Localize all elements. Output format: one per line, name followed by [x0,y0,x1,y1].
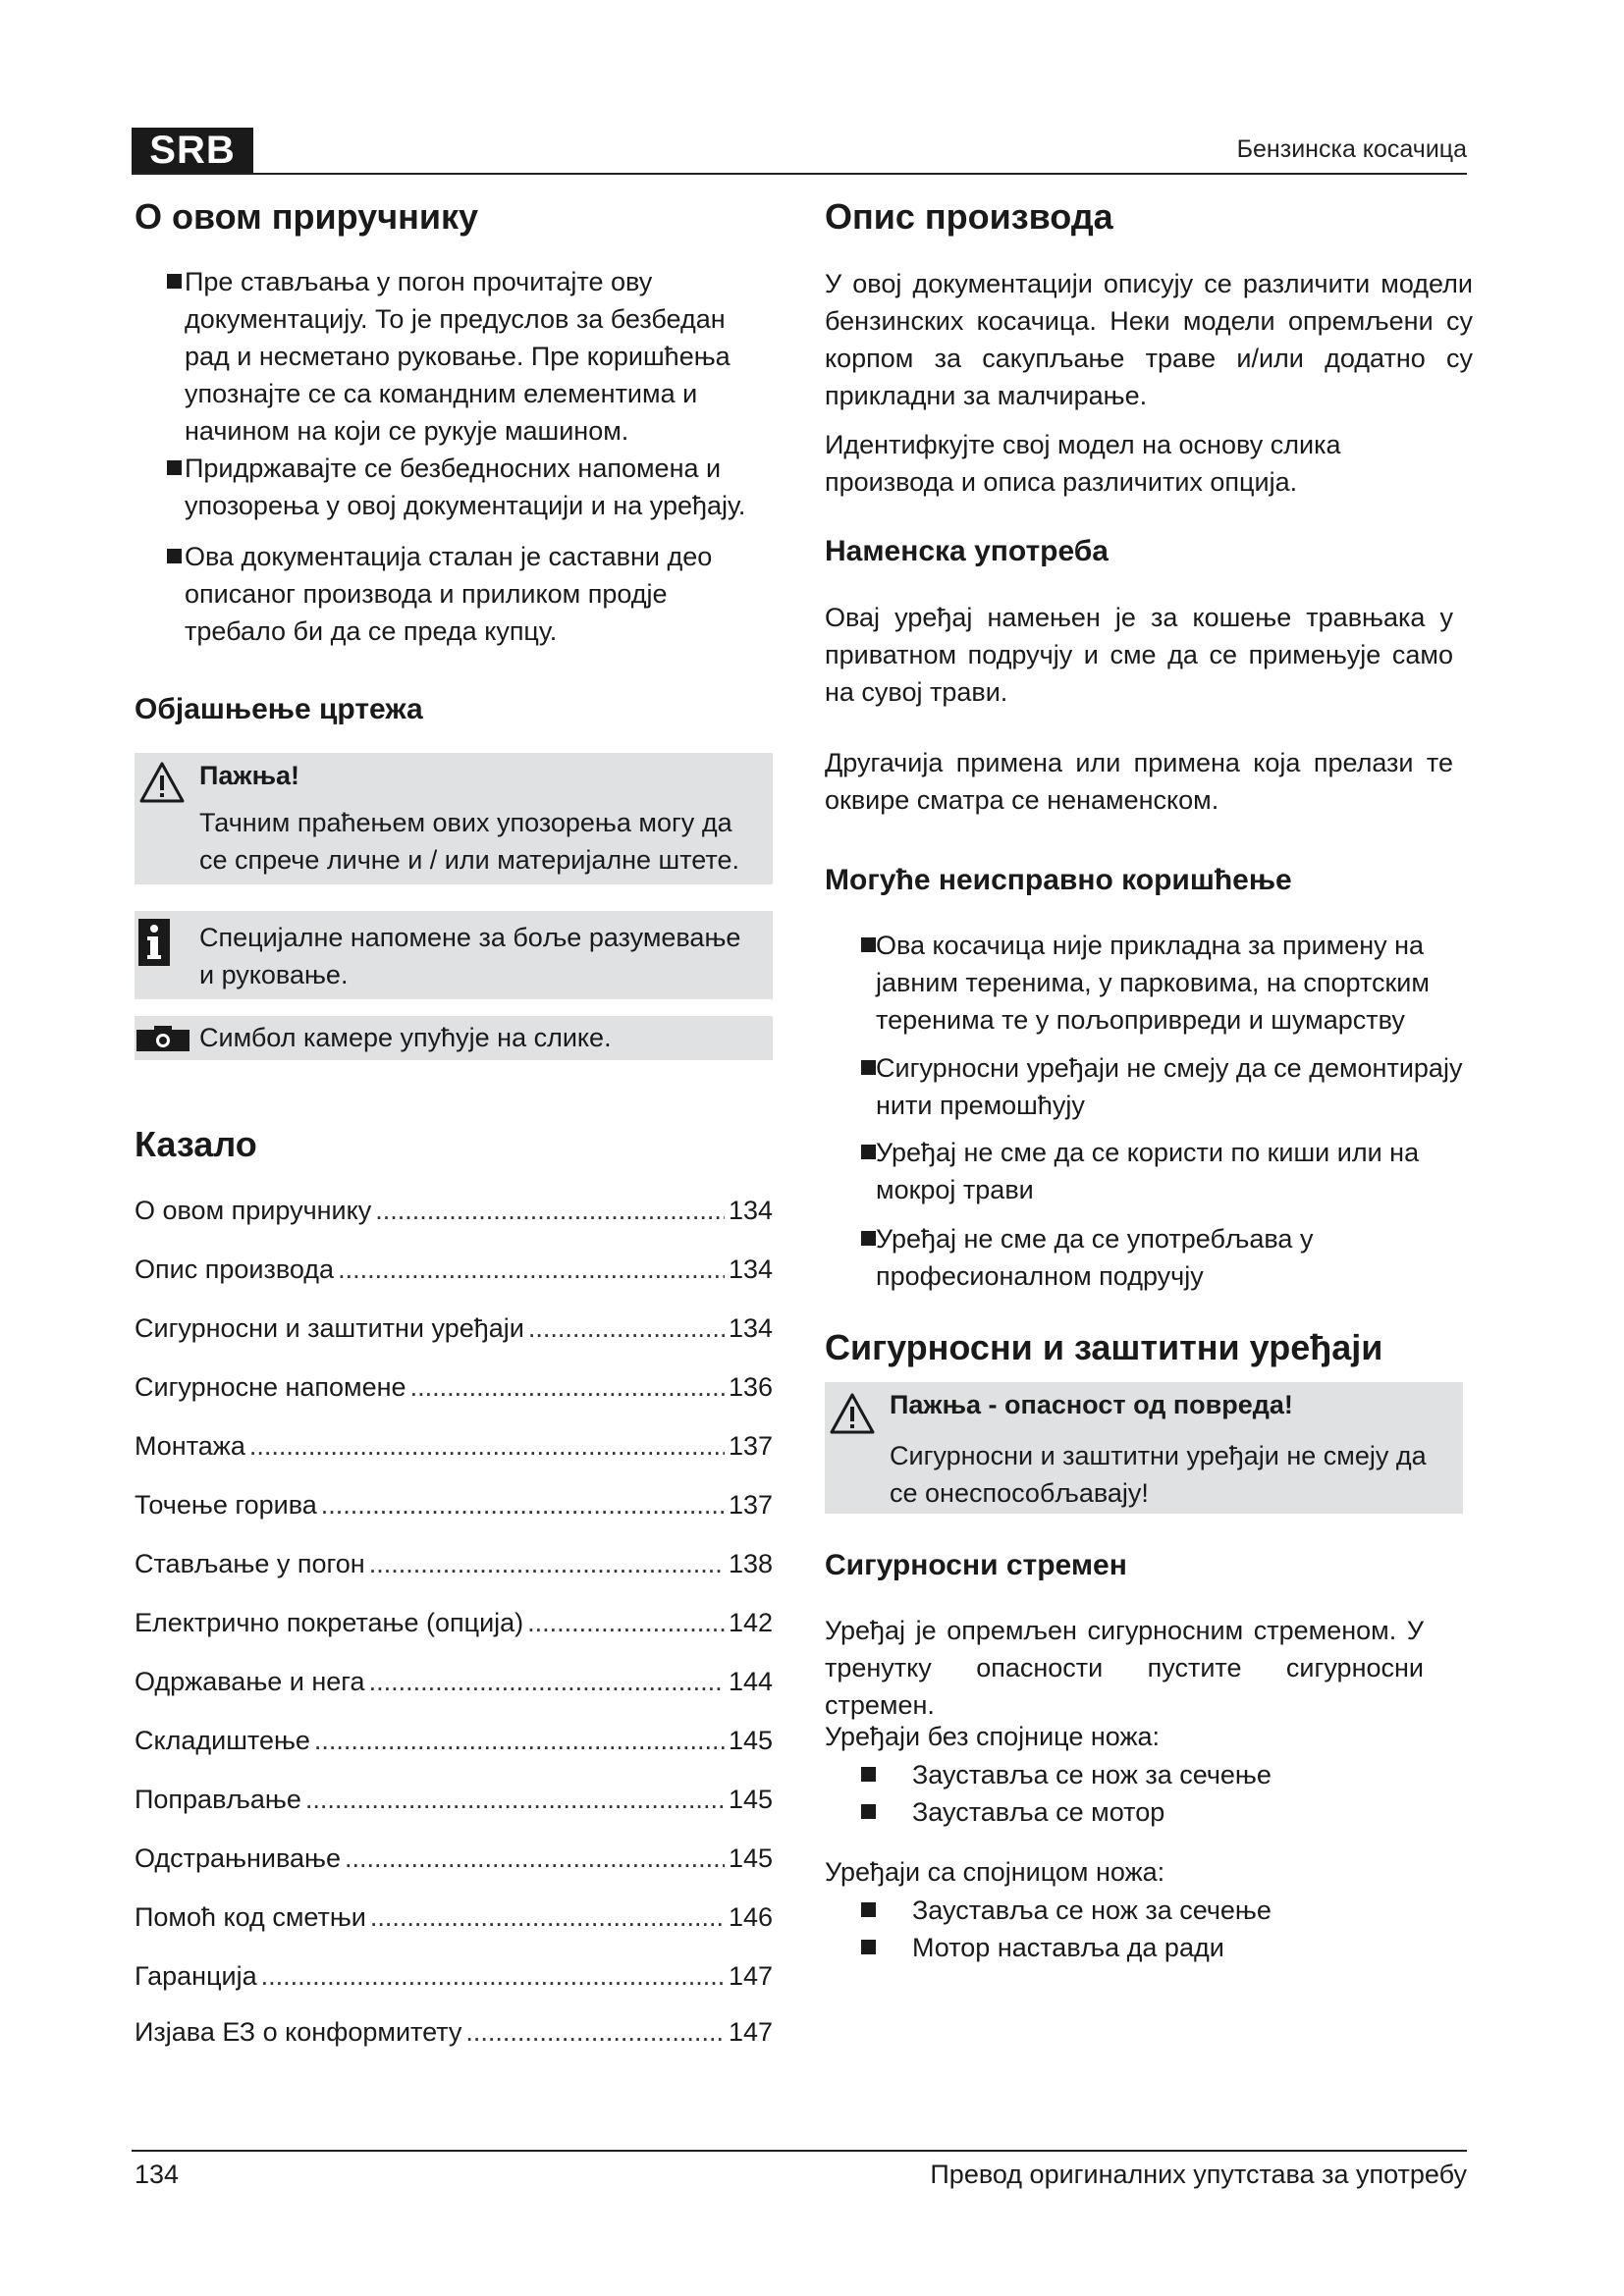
list-item: Придржавајте се безбедносних напомена и упозорења у овој документацији и на уређају. [135,450,773,538]
product-paragraph-1: У овој документацији описују се различити модели бензинских косачица. Неки модели опремљени су корпом за сакупљање траве и/или додатно су прикладни за малчирање. [825,269,1473,410]
square-bullet-icon [861,1767,876,1782]
toc-heading: Казало [135,1124,257,1164]
square-bullet-icon [861,1060,876,1075]
danger-text: Сигурносни и заштитни уређаји не смеју да се онеспособљавају! [890,1441,1427,1508]
with-clutch-list [825,1892,1473,1966]
list-item: Зауставља се мотор [825,1793,1473,1831]
misuse-list [825,927,1473,1295]
about-heading: О овом приручнику [135,196,479,237]
list-item: Зауставља се нож за сечење [825,1756,1473,1793]
with-clutch-label: Уређаји са спојницом ножа: [825,1857,1165,1887]
list-item: Сигурносни уређаји не смеју да се демонтирају нити премошћују [825,1049,1473,1134]
square-bullet-icon [861,1145,876,1159]
square-bullet-icon [861,1804,876,1819]
toc-row[interactable]: Поправљање ..... 145 [135,1785,773,1815]
list-item: Уређај не сме да се употребљава у професионалном подручју [825,1220,1473,1295]
intended-use-paragraph-1: Овај уређај намењен је за кошење травњака у приватном подручју и сме да се примењује само на сувој трави. [825,603,1453,707]
toc-row[interactable]: Изјава ЕЗ о конформитету ..... 147 [135,2017,773,2048]
list-item: Уређај не сме да се користи по киши или на мокрој трави [825,1134,1473,1220]
list-item: Ова косачица није прикладна за примену на јавним теренима, у парковима, на спортским теренима те у пољопривреди и шумарству [825,927,1473,1049]
camera-icon [136,1026,189,1051]
toc-row[interactable]: Одстрањнивање ..... 145 [135,1843,773,1874]
misuse-heading: Могуће неисправно коришћење [825,864,1292,896]
info-icon [138,919,170,966]
warning-notice [135,753,773,884]
page-number: 134 [135,2160,180,2189]
warning-triangle-icon [829,1392,876,1435]
toc-row[interactable]: Монтажа ..... 137 [135,1431,773,1462]
safety-bail-paragraph: Уређај је опремљен сигурносним стременом. У тренутку опасности пустите сигурносни стремен. [825,1616,1424,1720]
without-clutch-label: Уређаји без спојнице ножа: [825,1722,1161,1751]
toc-row[interactable]: Точење горива ..... 137 [135,1490,773,1521]
warning-text: Тачним праћењем ових упозорења могу да се спрече личне и / или материјалне штете. [199,808,739,875]
danger-title: Пажња - опасност од повреда! [890,1390,1293,1419]
without-clutch-list [825,1756,1473,1831]
header-title: Бензинска косачица [1236,135,1467,163]
list-item: Ова документација сталан је саставни део описаног производа и приликом продје требало би да се преда купцу. [135,538,773,650]
toc-row[interactable]: Стављање у погон ..... 138 [135,1549,773,1579]
toc-row[interactable]: Одржавање и нега ..... 144 [135,1667,773,1697]
toc-row[interactable]: Електрично покретање (опција) ..... 142 [135,1608,773,1638]
toc-row[interactable]: Сигурносне напомене ..... 136 [135,1372,773,1403]
warning-title: Пажња! [199,761,300,790]
intended-use-paragraph-2: Другачија примена или примена која прелази те оквире сматра се ненаменском. [825,748,1453,815]
intended-use-heading: Наменска употреба [825,535,1109,567]
camera-notice [135,1016,773,1060]
product-paragraph-2: Идентифкујте свој модел на основу слика производа и описа различитих опција. [825,430,1341,497]
square-bullet-icon [861,1902,876,1917]
toc-row[interactable]: О овом приручнику ..... 134 [135,1196,773,1226]
square-bullet-icon [861,937,876,952]
danger-notice [825,1382,1463,1514]
toc-row[interactable]: Сигурносни и заштитни уређаји ..... 134 [135,1313,773,1344]
list-item: Мотор наставља да ради [825,1929,1473,1966]
safety-bail-heading: Сигурносни стремен [825,1549,1127,1581]
camera-text: Симбол камере упућује на слике. [199,1023,612,1052]
square-bullet-icon [167,460,182,475]
square-bullet-icon [167,549,182,563]
toc-row[interactable]: Гаранција ..... 147 [135,1961,773,1992]
about-list [135,263,773,650]
toc-row[interactable]: Помоћ код сметњи ..... 146 [135,1902,773,1933]
square-bullet-icon [861,1940,876,1954]
square-bullet-icon [861,1231,876,1246]
toc-row[interactable]: Опис производа ..... 134 [135,1255,773,1285]
square-bullet-icon [167,274,182,289]
info-notice [135,911,773,999]
legend-heading: Објашњење цртежа [135,693,423,725]
info-text: Специјалне напомене за боље разумевање и руковање. [199,923,741,989]
product-heading: Опис производа [825,196,1113,237]
footer-text: Превод оригиналних упутстава за употребу [930,2160,1467,2189]
header-rule [132,173,1467,175]
list-item: Пре стављања у погон прочитајте ову документацију. То је предуслов за безбедан рад и несметано руковање. Пре коришћења упознајте се са командним елементима и начином на који се рукује машином. [135,263,773,450]
list-item: Зауставља се нож за сечење [825,1892,1473,1929]
toc-row[interactable]: Складиштење ..... 145 [135,1726,773,1756]
warning-triangle-icon [138,761,186,804]
safety-heading: Сигурносни и заштитни уређаји [825,1327,1383,1367]
language-badge: SRB [132,128,253,173]
footer-rule [132,2150,1467,2152]
